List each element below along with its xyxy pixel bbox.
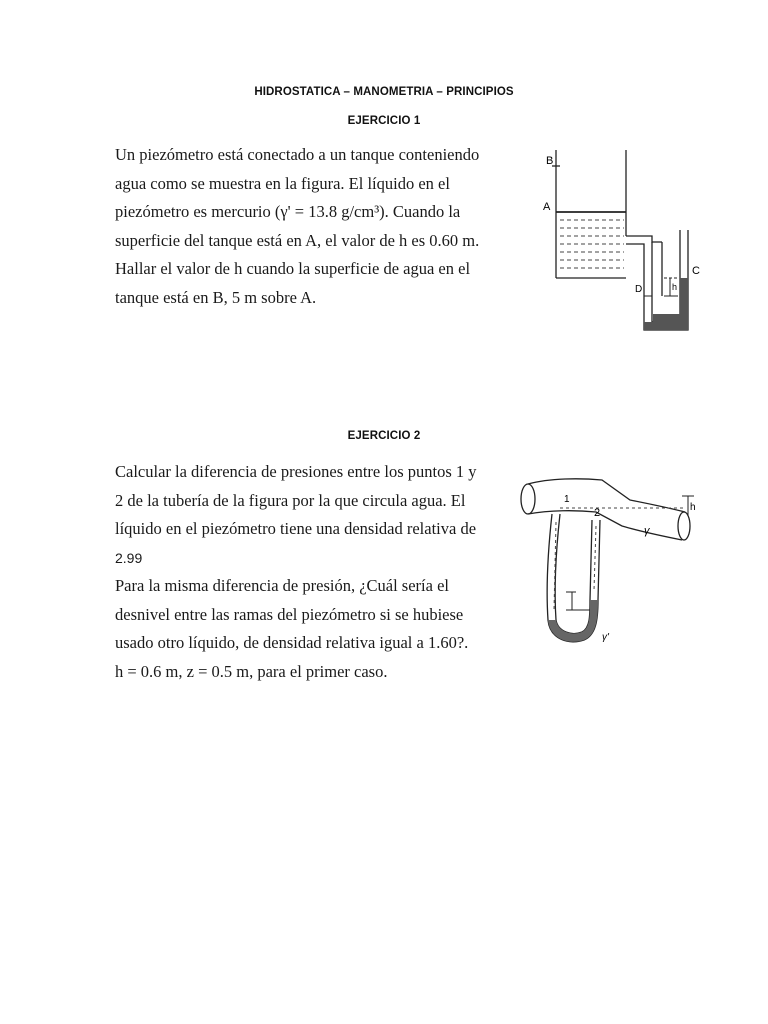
exercise1-heading: EJERCICIO 1 <box>347 115 421 127</box>
exercise1-line: piezómetro es mercurio (γ' = 13.8 g/cm³). Cuando la <box>115 202 461 221</box>
label-D: D <box>635 284 643 295</box>
exercise2-heading: EJERCICIO 2 <box>347 430 421 442</box>
exercise2-line: líquido en el piezómetro tiene una densidad relativa de <box>115 519 477 538</box>
exercise2-line: usado otro líquido, de densidad relativa igual a 1.60?. <box>115 633 469 652</box>
label-A: A <box>543 201 551 213</box>
exercise2-line: 2.99 <box>115 549 143 566</box>
exercise2-line: desnivel entre las ramas del piezómetro si se hubiese <box>115 604 464 624</box>
exercise1-figure <box>540 146 720 346</box>
label-C: C <box>692 265 700 277</box>
exercise2-line: 2 de la tubería de la figura por la que circula agua. El <box>115 490 466 510</box>
document-title: HIDROSTATICA – MANOMETRIA – PRINCIPIOS <box>254 86 514 98</box>
exercise2-line: Calcular la diferencia de presiones entre los puntos 1 y <box>115 462 477 481</box>
label-gamma: γ <box>644 525 650 537</box>
exercise1-line: Un piezómetro está conectado a un tanque conteniendo <box>115 145 480 164</box>
exercise1-line: tanque está en B, 5 m sobre A. <box>115 287 317 307</box>
label-point-2: 2 <box>594 507 601 519</box>
label-h: h <box>690 502 696 513</box>
label-h: h <box>672 282 678 292</box>
exercise2-statement <box>115 458 477 686</box>
exercise1-line: Hallar el valor de h cuando la superficie de agua en el <box>115 259 471 278</box>
label-gamma-prime: γ' <box>602 632 609 643</box>
label-B: B <box>546 155 554 167</box>
exercise2-line: h = 0.6 m, z = 0.5 m, para el primer caso. <box>115 661 388 681</box>
exercise1-line: superficie del tanque está en A, el valor de h es 0.60 m. <box>115 230 480 250</box>
exercise1-statement <box>115 141 479 312</box>
exercise2-line: Para la misma diferencia de presión, ¿Cuál sería el <box>115 576 449 595</box>
label-point-1: 1 <box>564 494 570 505</box>
exercise2-figure <box>510 470 710 660</box>
exercise1-line: agua como se muestra en la figura. El líquido en el <box>115 173 450 193</box>
